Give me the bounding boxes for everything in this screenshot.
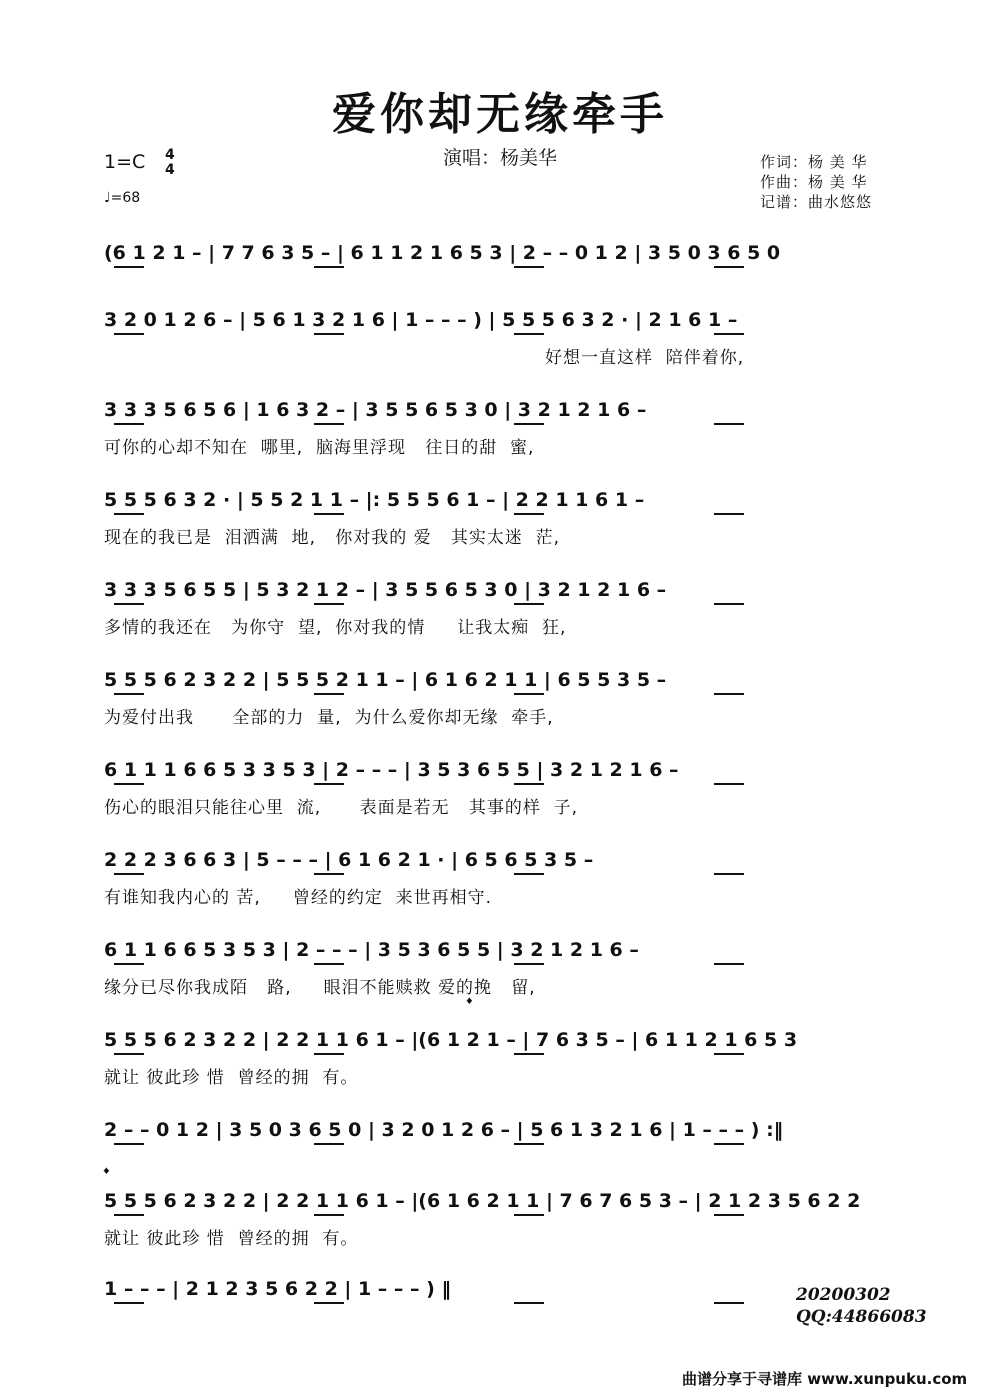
coda-icon: 𝄌 — [467, 996, 472, 1012]
beam-underline — [114, 873, 144, 875]
beam-underline — [314, 783, 344, 785]
beam-underline — [114, 1302, 144, 1304]
beam-underline — [114, 333, 144, 335]
transcriber-credit: 记谱：曲水悠悠 — [760, 193, 873, 211]
beam-underline — [514, 1214, 544, 1216]
lyric-line-10: 就让 彼此珍 惜 曾经的拥 有。 — [104, 1068, 359, 1088]
beam-underline — [314, 333, 344, 335]
notation-text: 6 1 1 1 6 6 5 3 3 5 3 | 2 – – – | 3 5 3 6 5 5 | 3 2 1 2 1 6 – — [104, 759, 679, 781]
beam-underline — [114, 1143, 144, 1145]
time-signature — [165, 148, 175, 178]
beam-underline — [314, 693, 344, 695]
lyric-line-9: 缘分已尽你我成陌 路, 眼泪不能赎救 爱的挽 留, — [104, 978, 536, 998]
notation-text: 3 3 3 5 6 5 5 | 5 3 2 1 2 – | 3 5 5 6 5 3 0 | 3 2 1 2 1 6 – — [104, 579, 667, 601]
beam-underline — [314, 1053, 344, 1055]
music-line-8 — [104, 843, 896, 877]
time-signature-top: 4 — [165, 147, 175, 163]
time-signature-bottom: 4 — [165, 162, 175, 178]
music-line-1 — [104, 236, 896, 270]
beam-underline — [714, 1053, 744, 1055]
beam-underline — [514, 333, 544, 335]
beam-underline — [714, 963, 744, 965]
beam-underline — [514, 693, 544, 695]
signoff-block — [796, 1284, 927, 1328]
beam-underline — [714, 1214, 744, 1216]
tempo-marking: ♩=68 — [104, 190, 141, 206]
beam-underline — [314, 266, 344, 268]
lyric-line-7: 伤心的眼泪只能往心里 流, 表面是若无 其事的样 子, — [104, 798, 579, 818]
beam-underline — [714, 603, 744, 605]
beam-underline — [314, 1302, 344, 1304]
beam-underline — [314, 963, 344, 965]
beam-underline — [514, 1053, 544, 1055]
beam-underline — [714, 693, 744, 695]
lyric-line-4: 现在的我已是 泪洒满 地, 你对我的 爱 其实太迷 茫, — [104, 528, 561, 548]
music-line-10 — [104, 1023, 896, 1057]
music-line-12 — [104, 1184, 896, 1218]
music-line-13 — [104, 1272, 896, 1306]
notation-text: 5 5 5 6 2 3 2 2 | 2 2 1 1 6 1 – |(6 1 6 2 1 1 | 7 6 7 6 5 3 – | 2 1 2 3 5 6 2 2 — [104, 1190, 861, 1212]
notation-text: 2 2 2 3 6 6 3 | 5 – – – | 6 1 6 2 1 · | 6 5 6 5 3 5 – — [104, 849, 594, 871]
lyric-line-5: 多情的我还在 为你守 望, 你对我的情 让我太痴 狂, — [104, 618, 567, 638]
beam-underline — [114, 603, 144, 605]
composer-credit: 作曲：杨 美 华 — [760, 173, 868, 191]
beam-underline — [514, 513, 544, 515]
beam-underline — [114, 266, 144, 268]
beam-underline — [514, 783, 544, 785]
beam-underline — [314, 603, 344, 605]
beam-underline — [114, 783, 144, 785]
beam-underline — [714, 1302, 744, 1304]
beam-underline — [714, 783, 744, 785]
beam-underline — [314, 1143, 344, 1145]
lyric-line-2: 好想一直这样 陪伴着你, — [545, 348, 745, 368]
lyricist-credit: 作词：杨 美 华 — [760, 153, 868, 171]
beam-underline — [514, 423, 544, 425]
notation-text: 5 5 5 6 2 3 2 2 | 5 5 5 2 1 1 – | 6 1 6 2 1 1 | 6 5 5 3 5 – — [104, 669, 667, 691]
singer-credit: 演唱：杨美华 — [442, 147, 557, 169]
beam-underline — [714, 266, 744, 268]
beam-underline — [314, 513, 344, 515]
beam-underline — [514, 963, 544, 965]
music-line-11 — [104, 1113, 896, 1147]
music-line-2 — [104, 303, 896, 337]
beam-underline — [514, 1143, 544, 1145]
lyric-line-3: 可你的心却不知在 哪里, 脑海里浮现 往日的甜 蜜, — [104, 438, 535, 458]
beam-underline — [114, 1214, 144, 1216]
notation-text: 3 2 0 1 2 6 – | 5 6 1 3 2 1 6 | 1 – – – ) | 5 5 5 6 3 2 · | 2 1 6 1 – — [104, 309, 738, 331]
beam-underline — [714, 423, 744, 425]
beam-underline — [514, 266, 544, 268]
beam-underline — [714, 333, 744, 335]
beam-underline — [514, 1302, 544, 1304]
notation-text: 5 5 5 6 3 2 · | 5 5 2 1 1 – |: 5 5 5 6 1 – | 2 2 1 1 6 1 – — [104, 489, 645, 511]
beam-underline — [314, 423, 344, 425]
notation-text: 1 – – – | 2 1 2 3 5 6 2 2 | 1 – – – ) ‖ — [104, 1278, 451, 1300]
notation-text: 3 3 3 5 6 5 6 | 1 6 3 2 – | 3 5 5 6 5 3 0 | 3 2 1 2 1 6 – — [104, 399, 647, 421]
notation-text: 2 – – 0 1 2 | 3 5 0 3 6 5 0 | 3 2 0 1 2 6 – | 5 6 1 3 2 1 6 | 1 – – – ) :‖ — [104, 1119, 784, 1141]
lyric-line-12: 就让 彼此珍 惜 曾经的拥 有。 — [104, 1229, 359, 1249]
beam-underline — [314, 873, 344, 875]
credits-block — [760, 152, 872, 212]
music-line-4 — [104, 483, 896, 517]
music-line-9 — [104, 933, 896, 967]
beam-underline — [514, 603, 544, 605]
beam-underline — [114, 423, 144, 425]
notation-text: 5 5 5 6 2 3 2 2 | 2 2 1 1 6 1 – |(6 1 2 1 – | 7 6 3 5 – | 6 1 1 2 1 6 5 3 — [104, 1029, 798, 1051]
notation-text: 6 1 1 6 6 5 3 5 3 | 2 – – – | 3 5 3 6 5 5 | 3 2 1 2 1 6 – — [104, 939, 639, 961]
lyric-line-6: 为爱付出我 全部的力 量, 为什么爱你却无缘 牵手, — [104, 708, 554, 728]
song-title: 爱你却无缘牵手 — [332, 89, 668, 140]
beam-underline — [514, 873, 544, 875]
beam-underline — [714, 1143, 744, 1145]
music-line-7 — [104, 753, 896, 787]
beam-underline — [114, 693, 144, 695]
key-signature: 1=C — [104, 151, 146, 173]
music-line-3 — [104, 393, 896, 427]
beam-underline — [314, 1214, 344, 1216]
beam-underline — [114, 1053, 144, 1055]
signoff-date: 20200302 — [796, 1285, 891, 1305]
beam-underline — [714, 873, 744, 875]
notation-text: (6 1 2 1 – | 7 7 6 3 5 – | 6 1 1 2 1 6 5 3 | 2 – – 0 1 2 | 3 5 0 3 6 5 0 — [104, 242, 781, 264]
source-footer: 曲谱分享于寻谱库 www.xunpuku.com — [682, 1370, 968, 1388]
coda-icon-2: 𝄌 — [104, 1166, 109, 1182]
lyric-line-8: 有谁知我内心的 苦, 曾经的约定 来世再相守. — [104, 888, 493, 908]
music-line-5 — [104, 573, 896, 607]
beam-underline — [114, 513, 144, 515]
beam-underline — [114, 963, 144, 965]
music-line-6 — [104, 663, 896, 697]
signoff-qq: QQ:44866083 — [796, 1307, 927, 1327]
beam-underline — [714, 513, 744, 515]
